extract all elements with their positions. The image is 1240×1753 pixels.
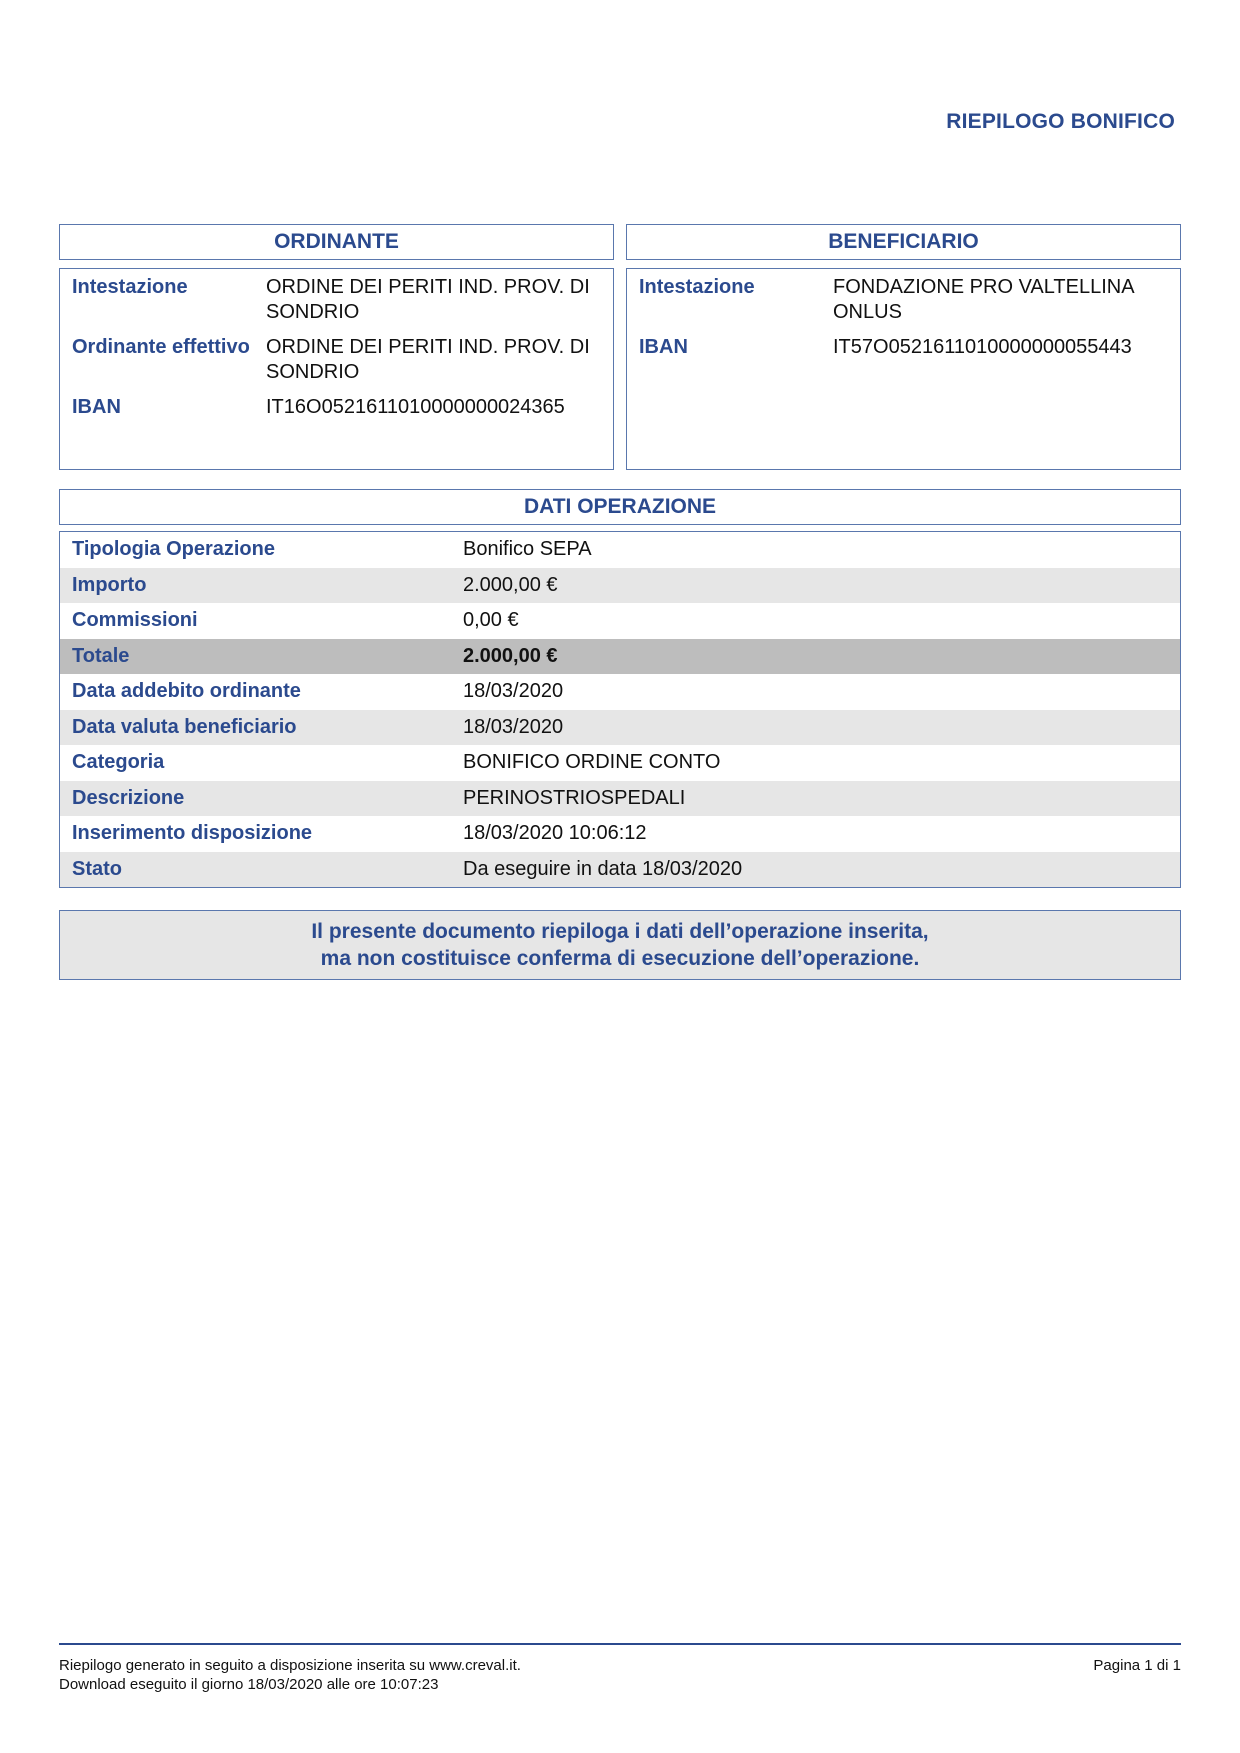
disclaimer-line-1: Il presente documento riepiloga i dati dell’operazione inserita,: [311, 920, 929, 943]
beneficiario-row-iban: [627, 335, 1180, 360]
disclaimer-notice: [59, 910, 1181, 980]
row-value: 18/03/2020: [463, 715, 564, 738]
row-label: Importo: [72, 573, 147, 596]
page-title: RIEPILOGO BONIFICO: [946, 110, 1175, 133]
ordinante-row-ordinante-effettivo: [60, 335, 613, 385]
row-value: 2.000,00 €: [463, 573, 558, 596]
total-row: [60, 639, 1180, 675]
footer-line-1: Riepilogo generato in seguito a disposizione inserita su www.creval.it.: [59, 1657, 521, 1674]
table-row: [60, 852, 1180, 888]
row-label: Totale: [72, 644, 130, 667]
table-row: [60, 674, 1180, 710]
field-label: IBAN: [72, 396, 121, 418]
row-value: Bonifico SEPA: [463, 538, 592, 561]
footer-line-2: Download eseguito il giorno 18/03/2020 alle ore 10:07:23: [59, 1676, 439, 1693]
row-value: BONIFICO ORDINE CONTO: [463, 751, 721, 774]
row-label: Categoria: [72, 751, 165, 774]
ordinante-row-iban: [60, 395, 613, 420]
field-label: Ordinante effettivo: [72, 336, 250, 358]
row-value: Da eseguire in data 18/03/2020: [463, 857, 743, 880]
field-value: ORDINE DEI PERITI IND. PROV. DI SONDRIO: [266, 276, 590, 323]
ordinante-row-intestazione: [60, 275, 613, 325]
disclaimer-line-2: ma non costituisce conferma di esecuzione dell’operazione.: [320, 947, 920, 970]
row-value: 18/03/2020 10:06:12: [463, 822, 647, 845]
page-number: Pagina 1 di 1: [1093, 1657, 1181, 1674]
beneficiario-section: [626, 224, 1181, 470]
field-label: IBAN: [639, 336, 688, 358]
table-row: [60, 710, 1180, 746]
footer-divider: [59, 1643, 1181, 1645]
footer-info: [59, 1656, 521, 1694]
field-label: Intestazione: [639, 276, 755, 298]
table-row: [60, 816, 1180, 852]
dati-operazione-table: [59, 531, 1181, 888]
field-value: ORDINE DEI PERITI IND. PROV. DI SONDRIO: [266, 336, 590, 383]
field-value: IT16O0521611010000000024365: [266, 396, 565, 418]
row-value: 0,00 €: [463, 609, 519, 632]
table-row: [60, 603, 1180, 639]
dati-operazione-section: [59, 489, 1181, 888]
field-value: IT57O0521611010000000055443: [833, 336, 1132, 358]
ordinante-details: [59, 268, 614, 470]
row-label: Inserimento disposizione: [72, 822, 313, 845]
row-label: Data addebito ordinante: [72, 680, 301, 703]
table-row: [60, 745, 1180, 781]
row-label: Tipologia Operazione: [72, 538, 275, 561]
field-value: FONDAZIONE PRO VALTELLINA ONLUS: [833, 276, 1134, 323]
row-label: Data valuta beneficiario: [72, 715, 297, 738]
dati-operazione-header: DATI OPERAZIONE: [59, 489, 1181, 525]
row-value: PERINOSTRIOSPEDALI: [463, 786, 686, 809]
beneficiario-details: [626, 268, 1181, 470]
beneficiario-row-intestazione: [627, 275, 1180, 325]
beneficiario-header: BENEFICIARIO: [626, 224, 1181, 260]
table-row: [60, 781, 1180, 817]
table-row: [60, 532, 1180, 568]
ordinante-section: [59, 224, 614, 470]
ordinante-header: ORDINANTE: [59, 224, 614, 260]
row-value: 2.000,00 €: [463, 644, 558, 667]
row-value: 18/03/2020: [463, 680, 564, 703]
row-label: Stato: [72, 857, 122, 880]
table-row: [60, 568, 1180, 604]
row-label: Descrizione: [72, 786, 185, 809]
field-label: Intestazione: [72, 276, 188, 298]
row-label: Commissioni: [72, 609, 198, 632]
